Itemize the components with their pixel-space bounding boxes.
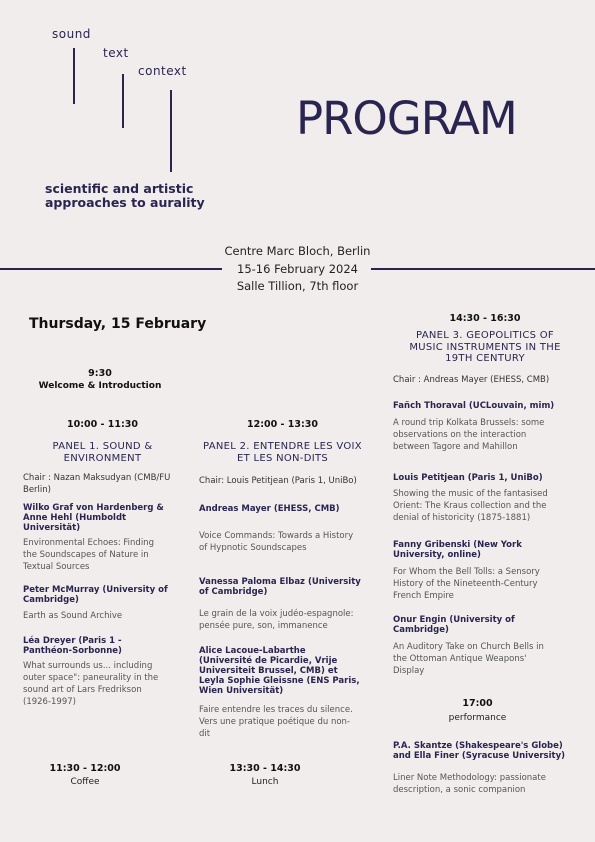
title-line: pensée pure, son, immanence: [199, 621, 328, 631]
panel1-chair: [23, 472, 170, 496]
lunch-time: 13:30 - 14:30: [229, 763, 301, 774]
panel2-talk1-title: [199, 530, 353, 554]
panel1-talk1-title: [23, 537, 154, 573]
divider-left: [0, 268, 222, 270]
speaker-line: Andreas Mayer (EHESS, CMB): [199, 504, 340, 514]
panel3-talk1-speaker: [393, 401, 554, 411]
venue-line-1: Centre Marc Bloch, Berlin: [224, 244, 371, 258]
speaker-line: Wien Universität): [199, 686, 284, 696]
title-line: Earth as Sound Archive: [23, 611, 123, 621]
panel3-title-line-1: PANEL 3. GEOPOLITICS OF: [416, 330, 554, 341]
title-line: An Auditory Take on Church Bells in: [393, 642, 544, 652]
panel2-chair: Chair: Louis Petitjean (Paris 1, UniBo): [199, 476, 357, 486]
title-line: the Ottoman Antique Weapons': [393, 654, 527, 664]
panel3-title: [390, 330, 580, 365]
panel1-title-line-2: ENVIRONMENT: [63, 452, 142, 464]
coffee-time: 11:30 - 12:00: [49, 763, 121, 774]
panel3-talk4-title: [393, 641, 544, 677]
panel3-talk3-title: [393, 566, 540, 602]
tagline-line-2: approaches to aurality: [45, 195, 205, 210]
tagline-line-1: scientific and artistic: [45, 181, 194, 196]
panel3-talk4-speaker: [393, 615, 515, 635]
panel1-title-line-1: PANEL 1. SOUND &: [52, 441, 153, 452]
title-line: Voice Commands: Towards a History: [199, 531, 354, 541]
divider-right: [371, 268, 595, 270]
panel2-title-line-1: PANEL 2. ENTENDRE LES VOIX: [203, 441, 362, 452]
title-line: description, a sonic companion: [393, 785, 526, 795]
panel1-chair-line-1: Chair : Nazan Maksudyan (CMB/FU: [23, 473, 171, 483]
panel1-chair-line-2: Berlin): [23, 485, 51, 495]
panel2-talk1-speaker: [199, 504, 340, 514]
speaker-line: Peter McMurray (University of: [23, 585, 168, 595]
panel1-talk3-title: [23, 660, 158, 708]
panel1-talk3-speaker: [23, 636, 122, 656]
panel3-chair: Chair : Andreas Mayer (EHESS, CMB): [393, 375, 550, 385]
speaker-line: Leyla Sophie Gleissne (ENS Paris,: [199, 676, 360, 686]
speaker-line: Panthéon-Sorbonne): [23, 646, 122, 656]
speaker-line: Alice Lacoue-Labarthe: [199, 646, 306, 656]
title-line: (1926-1997): [23, 697, 76, 707]
panel2-talk2-speaker: [199, 577, 361, 597]
title-line: outer space": paneurality in the: [23, 673, 159, 683]
day-heading: Thursday, 15 February: [29, 316, 207, 332]
title-line: Vers une pratique poétique du non-: [199, 717, 350, 727]
title-line: Showing the music of the fantasised: [393, 489, 548, 499]
logo-word-text: text: [103, 46, 129, 60]
speaker-line: Louis Petitjean (Paris 1, UniBo): [393, 473, 543, 483]
performance-title: [393, 772, 546, 796]
logo-word-sound: sound: [52, 27, 91, 41]
title-line: Faire entendre les traces du silence.: [199, 705, 353, 715]
title-line: the Soundscapes of Nature in: [23, 550, 149, 560]
speaker-line: Fanny Gribenski (New York: [393, 540, 522, 550]
title-line: French Empire: [393, 591, 454, 601]
speaker-line: Universiteit Brussel, CMB) et: [199, 666, 338, 676]
speaker-line: Cambridge): [393, 625, 449, 635]
welcome-label: Welcome & Introduction: [38, 381, 162, 391]
title-line: observations on the interaction: [393, 430, 527, 440]
panel3-title-line-2: MUSIC INSTRUMENTS IN THE: [409, 341, 561, 353]
title-line: Liner Note Methodology: passionate: [393, 773, 546, 783]
panel2-talk3-speaker: [199, 646, 360, 696]
title-line: denial of historicity (1875-1881): [393, 513, 531, 523]
title-line: Display: [393, 666, 425, 676]
panel1-time: 10:00 - 11:30: [66, 419, 139, 430]
panel2-talk2-title: [199, 608, 354, 632]
title-line: What surrounds us... including: [23, 661, 153, 671]
venue-line-2: 15-16 February 2024: [237, 261, 358, 276]
speaker-line: Fañch Thoraval (UCLouvain, mim): [393, 401, 555, 411]
speaker-line: Vanessa Paloma Elbaz (University: [199, 577, 361, 587]
program-title: PROGRAM: [296, 92, 517, 145]
panel3-title-line-3: 19TH CENTURY: [445, 353, 525, 364]
panel3-talk2-title: [393, 488, 548, 524]
panel2-talk3-title: [199, 704, 353, 740]
panel2-time: 12:00 - 13:30: [246, 419, 319, 430]
speaker-line: Universität): [23, 523, 81, 533]
title-line: Textual Sources: [23, 562, 90, 572]
title-line: Orient: The Kraus collection and the: [393, 501, 547, 511]
performance-label: performance: [448, 713, 507, 723]
panel1-talk1-speaker: [23, 503, 164, 533]
panel3-talk1-title: [393, 417, 544, 453]
title-line: Environmental Echoes: Finding: [23, 538, 154, 548]
panel3-time: 14:30 - 16:30: [449, 313, 521, 324]
speaker-line: of Cambridge): [199, 587, 268, 597]
title-line: between Tagore and Mahillon: [393, 442, 518, 452]
speaker-line: and Ella Finer (Syracuse University): [393, 751, 566, 761]
speaker-line: Wilko Graf von Hardenberg &: [23, 503, 164, 513]
logo-tagline: [45, 182, 205, 210]
logo-bar-1: [73, 48, 75, 104]
title-line: A round trip Kolkata Brussels: some: [393, 418, 545, 428]
title-line: Le grain de la voix judéo-espagnole:: [199, 609, 354, 619]
title-line: History of the Nineteenth-Century: [393, 579, 538, 589]
speaker-line: (Université de Picardie, Vrije: [199, 656, 338, 666]
panel3-talk3-speaker: [393, 540, 522, 560]
logo-bar-3: [170, 90, 172, 172]
welcome-time: 9:30: [88, 368, 112, 379]
panel2-title-line-2: ET LES NON-DITS: [236, 452, 329, 464]
title-line: of Hypnotic Soundscapes: [199, 543, 307, 553]
panel3-talk2-speaker: [393, 473, 543, 483]
logo-bar-2: [122, 74, 124, 128]
speaker-line: P.A. Skantze (Shakespeare's Globe): [393, 741, 563, 751]
logo-word-context: context: [138, 64, 187, 78]
panel1-talk2-title: [23, 610, 122, 622]
speaker-line: Léa Dreyer (Paris 1 -: [23, 636, 122, 646]
venue-line-3: Salle Tillion, 7th floor: [236, 279, 359, 293]
performance-speaker: [393, 741, 565, 761]
performance-time: 17:00: [462, 698, 493, 709]
speaker-line: Cambridge): [23, 595, 79, 605]
panel1-talk2-speaker: [23, 585, 168, 605]
title-line: For Whom the Bell Tolls: a Sensory: [393, 567, 540, 577]
title-line: sound art of Lars Fredrikson: [23, 685, 142, 695]
title-line: dit: [199, 729, 211, 739]
panel1-title: [20, 441, 185, 464]
speaker-line: Anne Hehl (Humboldt: [23, 513, 127, 523]
speaker-line: Onur Engin (University of: [393, 615, 515, 625]
coffee-label: Coffee: [70, 777, 100, 787]
speaker-line: University, online): [393, 550, 481, 560]
panel2-title: [190, 441, 375, 464]
lunch-label: Lunch: [251, 777, 279, 787]
